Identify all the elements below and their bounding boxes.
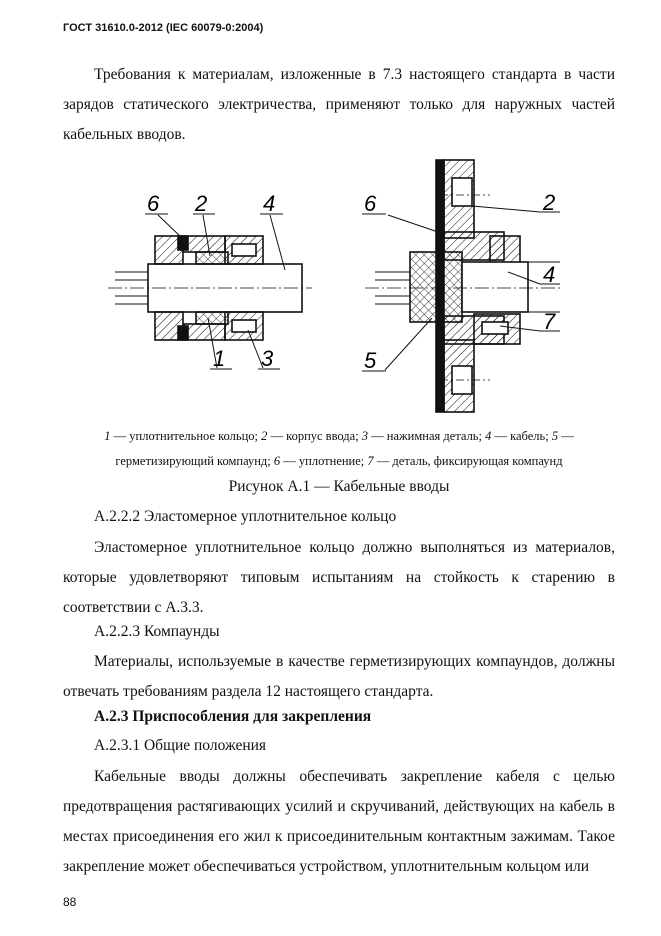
page-number: 88 — [63, 895, 77, 909]
section-heading-a23: А.2.3 Приспособления для закрепления — [94, 708, 372, 725]
paragraph-elastomer-ring: Эластомерное уплотнительное кольцо должно выполняться из материалов, которые удовлетворяют типовым испытаниям на стойкость к старению в соответствии с А.3.3. — [63, 539, 615, 616]
figure-legend-line1: 1 — уплотнительное кольцо; 2 — корпус ввода; 3 — нажимная деталь; 4 — кабель; 5 — — [104, 429, 574, 443]
label-right-6: 6 — [364, 191, 377, 216]
label-right-7: 7 — [543, 309, 556, 334]
label-left-4: 4 — [263, 191, 276, 216]
label-right-2: 2 — [543, 190, 556, 215]
right-gland-drawing — [362, 160, 560, 412]
label-left-2: 2 — [195, 191, 208, 216]
figure-title: Рисунок А.1 — Кабельные вводы — [228, 478, 450, 495]
figure-legend-line2: герметизирующий компаунд; 6 — уплотнение; 7 — деталь, фиксирующая компаунд — [115, 454, 563, 468]
section-heading-a2223: А.2.2.3 Компаунды — [94, 623, 220, 640]
section-heading-a2222: А.2.2.2 Эластомерное уплотнительное кольцо — [94, 508, 397, 525]
label-right-4: 4 — [543, 262, 556, 287]
label-right-5: 5 — [364, 348, 377, 373]
section-heading-a231: А.2.3.1 Общие положения — [94, 737, 267, 754]
label-left-6: 6 — [147, 191, 160, 216]
paragraph-intro: Требования к материалам, изложенные в 7.3 настоящего стандарта в части зарядов статического электричества, применяют только для наружных частей кабельных вводов. — [63, 66, 615, 143]
paragraph-general-provisions: Кабельные вводы должны обеспечивать закрепление кабеля с целью предотвращения растягивающих усилий и скручиваний, действующих на кабель в местах присоединения его жил к присоединительным контактным зажимам. Такое закрепление может обеспечиваться устройством, уплотнительным кольцом или — [63, 768, 615, 875]
paragraph-compounds: Материалы, используемые в качестве герметизирующих компаундов, должны отвечать требованиям раздела 12 настоящего стандарта. — [63, 653, 615, 700]
page-header: ГОСТ 31610.0-2012 (IEC 60079-0:2004) — [63, 22, 264, 34]
left-gland-drawing — [108, 214, 312, 369]
label-left-3: 3 — [261, 346, 274, 371]
label-left-1: 1 — [213, 346, 226, 371]
